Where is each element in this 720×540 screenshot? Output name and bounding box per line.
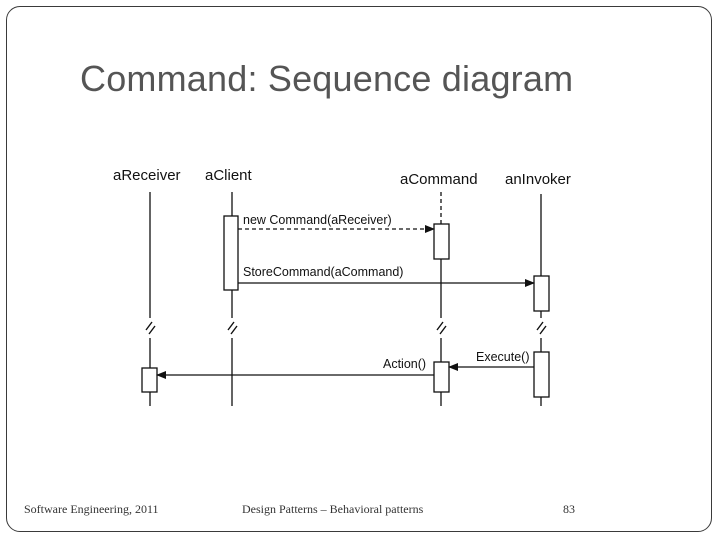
footer-course: Software Engineering, 2011 — [24, 502, 159, 516]
participant-invoker-label: anInvoker — [505, 171, 571, 188]
slide-title: Command: Sequence diagram — [80, 58, 574, 99]
break-mark-command — [437, 322, 446, 334]
break-mark-client — [228, 322, 237, 334]
activation-command-create — [434, 224, 449, 259]
participant-command-label: aCommand — [400, 171, 478, 188]
break-mark-invoker — [537, 322, 546, 334]
message-action-label: Action() — [383, 357, 427, 371]
activation-client — [224, 216, 238, 290]
activation-command-execute — [434, 362, 449, 392]
footer-page-number: 83 — [563, 502, 575, 516]
break-mark-receiver — [146, 322, 155, 334]
footer-topic: Design Patterns – Behavioral patterns — [242, 502, 424, 516]
activation-receiver-action — [142, 368, 157, 392]
message-store-command-label: StoreCommand(aCommand) — [243, 265, 404, 279]
participant-receiver-label: aReceiver — [113, 167, 181, 184]
participant-client-label: aClient — [205, 167, 252, 184]
message-execute-label: Execute() — [476, 350, 530, 364]
message-new-command-label: new Command(aReceiver) — [243, 213, 392, 227]
activation-invoker-execute — [534, 352, 549, 397]
activation-invoker-store — [534, 276, 549, 311]
